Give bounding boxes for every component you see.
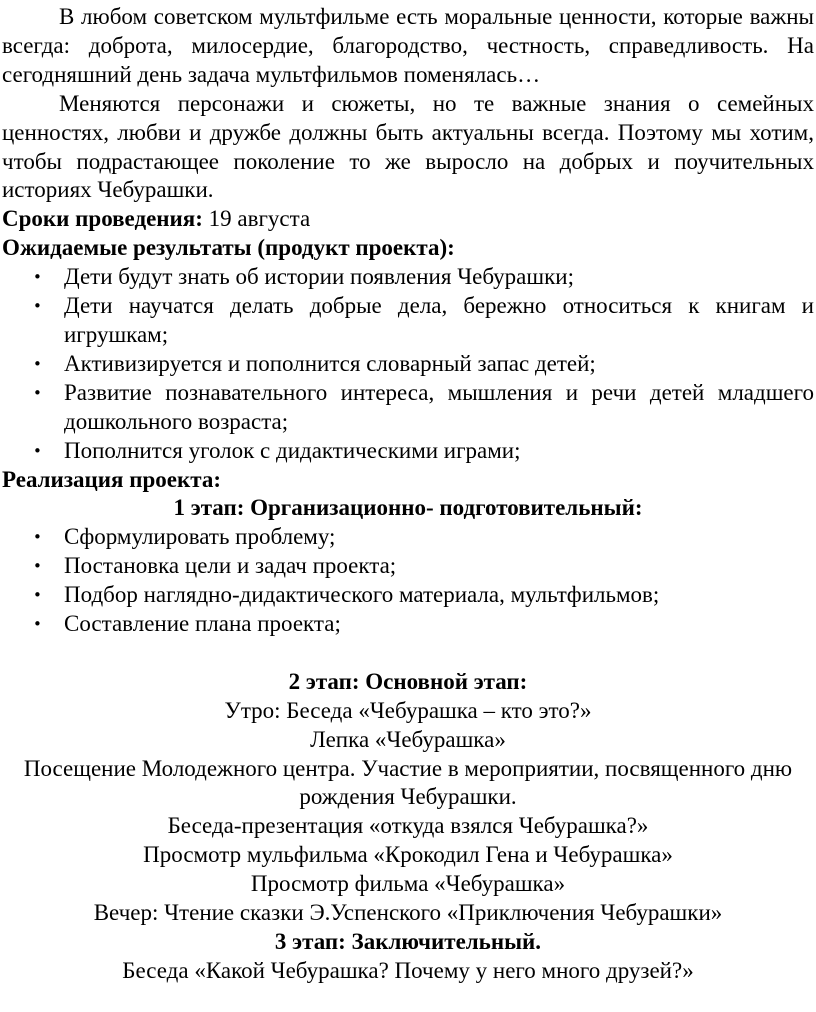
bullet-icon: • [33,383,42,402]
stage2-line: Беседа-презентация «откуда взялся Чебурашка?» [167,813,649,839]
bullet-icon: • [33,557,42,576]
stage2-line: Вечер: Чтение сказки Э.Успенского «Приключения Чебурашки» [93,900,723,926]
stage2-line: Утро: Беседа «Чебурашка – кто это?» [224,697,592,723]
list-item [2,292,814,350]
bullet-icon: • [33,615,42,634]
stage2-line: Лепка «Чебурашка» [310,726,506,752]
stage1-title: 1 этап: Организационно- подготовительный: [173,495,643,521]
bullet-icon: • [33,354,42,373]
document-page [2,3,814,986]
bullet-icon: • [33,268,42,287]
intro-paragraph-2: Меняются персонажи и сюжеты, но те важные знания о семейных ценностях, любви и дружбе должны быть актуальны всегда. Поэтому мы хотим, чтобы подрастающее поколение то же выросло на добрых и поучительных историях Чебурашки. [2,90,814,203]
realization-heading: Реализация проекта: [2,466,221,492]
expected-results-heading: Ожидаемые результаты (продукт проекта): [2,235,455,261]
dates-label: Сроки проведения: [2,206,203,232]
blank-line [2,639,814,668]
stage3-title: 3 этап: Заключительный. [274,928,542,954]
list-item [2,581,814,610]
bullet-icon: • [33,528,42,547]
list-item-text: Развитие познавательного интереса, мышления и речи детей младшего дошкольного возраста; [64,379,814,434]
list-item [2,350,814,379]
dates-value: 19 августа [208,206,311,232]
list-item [2,379,814,437]
bullet-icon: • [33,297,42,316]
stage2-line: Просмотр мульфильма «Крокодил Гена и Чебурашка» [143,842,673,868]
list-item [2,610,814,639]
list-item-text: Пополнится уголок с дидактическими играми; [64,437,521,463]
stage3-line: Беседа «Какой Чебурашка? Почему у него много друзей?» [122,957,694,983]
stage2-line: Посещение Молодежного центра. Участие в мероприятии, посвященного дню рождения Чебурашки. [23,755,793,810]
list-item-text: Дети научатся делать добрые дела, бережно относиться к книгам и игрушкам; [64,293,814,347]
stage2-line: Просмотр фильма «Чебурашка» [250,871,566,897]
bullet-icon: • [33,586,42,605]
list-item-text: Составление плана проекта; [64,611,341,637]
list-item [2,263,814,292]
intro-paragraph-1: В любом советском мультфильме есть моральные ценности, которые важны всегда: доброта, милосердие, благородство, честность, справедливость. На сегодняшний день задача мультфильмов поменялась… [2,4,814,87]
list-item-text: Активизируется и пополнится словарный запас детей; [64,350,596,376]
list-item [2,552,814,581]
list-item-text: Сформулировать проблему; [64,524,336,550]
bullet-icon: • [33,441,42,460]
list-item-text: Постановка цели и задач проекта; [64,553,397,579]
list-item [2,523,814,552]
dates-line [2,205,814,234]
expected-results-list [2,263,814,465]
list-item-text: Дети будут знать об истории появления Чебурашки; [64,264,574,290]
stage2-title: 2 этап: Основной этап: [288,668,528,694]
list-item-text: Подбор наглядно-дидактического материала, мультфильмов; [64,582,660,608]
stage1-list [2,523,814,639]
list-item [2,437,814,466]
